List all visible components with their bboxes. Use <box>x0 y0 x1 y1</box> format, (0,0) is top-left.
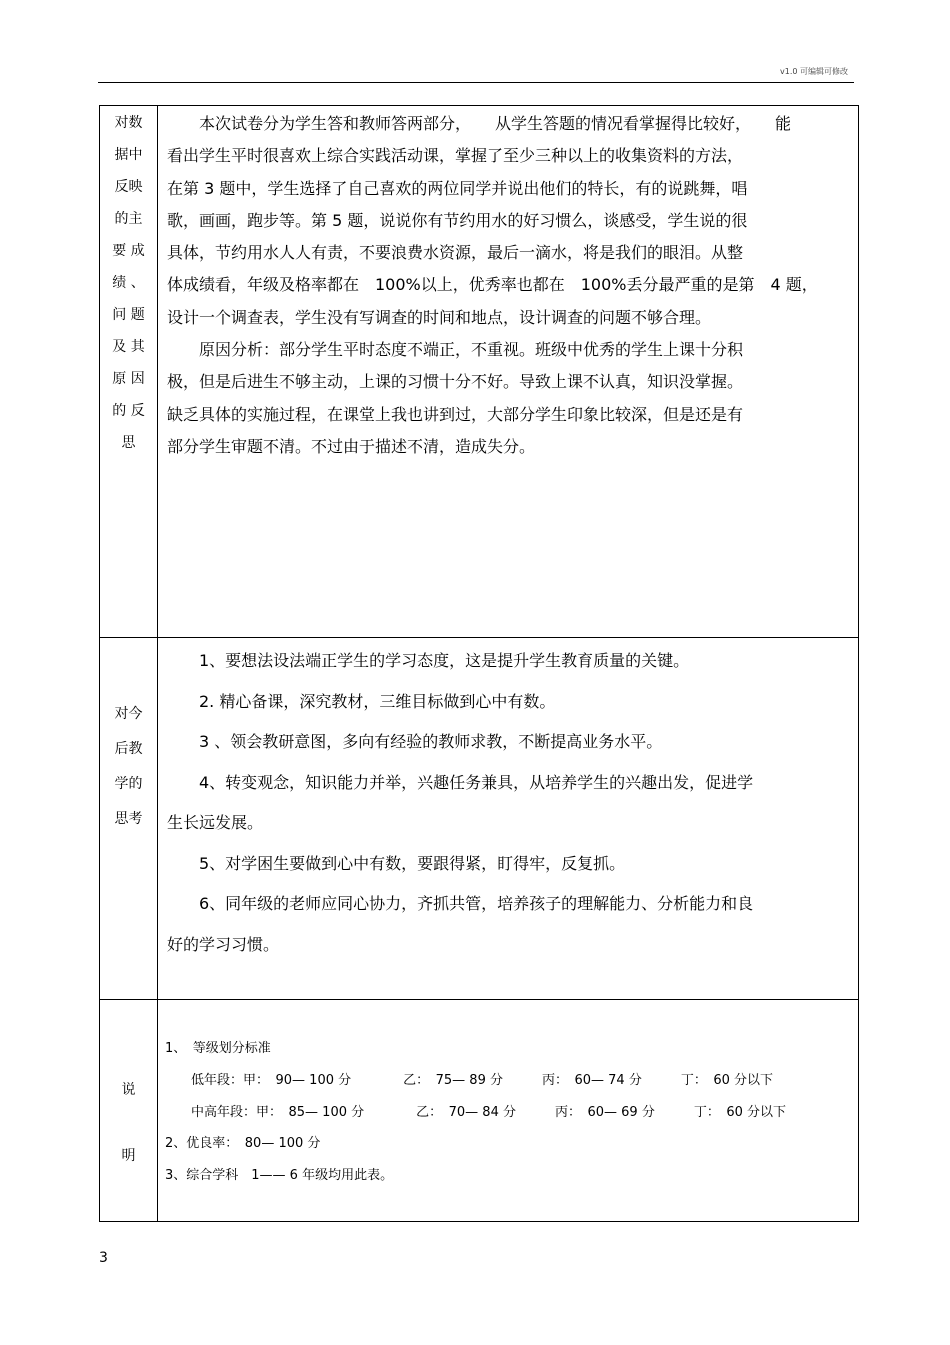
header-rule <box>98 82 854 83</box>
plan-text-line: 5、对学困生要做到心中有数，要跟得紧，盯得牢，反复抓。 <box>167 853 626 873</box>
analysis-content-cell <box>158 106 859 638</box>
reflection-table <box>99 105 859 1222</box>
analysis-label-line: 据中 <box>114 147 143 163</box>
plans-label-line: 对今 <box>114 706 143 722</box>
notes-content-cell <box>158 1000 859 1222</box>
plans-label-line: 学的 <box>114 776 143 792</box>
analysis-label-line: 要 成 <box>112 243 145 259</box>
analysis-text-line: 看出学生平时很喜欢上综合实践活动课，掌握了至少三种以上的收集资料的方法， <box>167 146 744 166</box>
note-text-line: 2、优良率： 80— 100 分 <box>165 1136 321 1152</box>
analysis-label-line: 思 <box>121 435 136 451</box>
analysis-label-line: 原 因 <box>112 371 145 387</box>
note-text-line: 低年段：甲： 90— 100 分 乙： 75— 89 分 丙： 60— 74 分 丁： 60 分以下 <box>165 1072 773 1088</box>
analysis-label-line: 绩 、 <box>112 275 145 291</box>
analysis-label-line: 及 其 <box>112 339 145 355</box>
analysis-label-line: 的主 <box>114 211 143 227</box>
notes-label-line: 明 <box>121 1148 136 1164</box>
plan-text-line: 6、同年级的老师应同心协力，齐抓共管，培养孩子的理解能力、分析能力和良 <box>167 894 754 913</box>
note-text-line: 1、 等级划分标准 <box>165 1041 271 1056</box>
analysis-text-line: 体成绩看，年级及格率都在 100%以上，优秀率也都在 100%丢分最严重的是第 4 题， <box>167 275 818 295</box>
analysis-label-line: 的 反 <box>112 403 145 419</box>
notes-row <box>100 1000 859 1222</box>
plans-row <box>100 638 859 1000</box>
analysis-text-line: 本次试卷分为学生答和教师答两部分， 从学生答题的情况看掌握得比较好， 能 <box>167 114 792 133</box>
notes-label-line: 说 <box>121 1082 136 1098</box>
analysis-label-line: 反映 <box>114 179 143 195</box>
version-note: v1.0 可编辑可修改 <box>780 67 848 76</box>
note-text-line: 3、综合学科 1—— 6 年级均用此表。 <box>165 1168 394 1184</box>
analysis-text-line: 部分学生审题不清。不过由于描述不清，造成失分。 <box>167 436 536 456</box>
plan-text-line: 生长远发展。 <box>167 813 264 832</box>
plan-text-line: 1、要想法设法端正学生的学习态度，这是提升学生教育质量的关键。 <box>167 651 690 670</box>
analysis-text-line: 歌，画画，跑步等。第 5 题，说说你有节约用水的好习惯么，谈感受，学生说的很 <box>167 210 748 230</box>
analysis-text-line: 具体，节约用水人人有责，不要浪费水资源，最后一滴水，将是我们的眼泪。从整 <box>167 243 744 263</box>
analysis-label-cell <box>100 106 158 638</box>
plans-content-cell <box>158 638 859 1000</box>
plan-text-line: 好的学习习惯。 <box>167 934 280 954</box>
analysis-text-line: 原因分析：部分学生平时态度不端正，不重视。班级中优秀的学生上课十分积 <box>167 340 744 360</box>
plans-label-line: 思考 <box>114 811 143 827</box>
analysis-text-line: 在第 3 题中，学生选择了自己喜欢的两位同学并说出他们的特长，有的说跳舞，唱 <box>167 178 748 198</box>
analysis-row <box>100 106 859 638</box>
note-text-line: 中高年段：甲： 85— 100 分 乙： 70— 84 分 丙： 60— 69 分 丁： 60 分以下 <box>165 1104 786 1120</box>
page-number: 3 <box>99 1250 108 1266</box>
analysis-label-line: 对数 <box>114 115 143 131</box>
plan-text-line: 4、转变观念，知识能力并举，兴趣任务兼具，从培养学生的兴趣出发，促进学 <box>167 772 754 792</box>
plans-label-cell <box>100 638 158 1000</box>
plans-label-line: 后教 <box>114 741 143 757</box>
plan-text-line: 2. 精心备课，深究教材，三维目标做到心中有数。 <box>167 691 556 711</box>
plan-text-line: 3 、领会教研意图，多向有经验的教师求教，不断提高业务水平。 <box>167 732 663 751</box>
analysis-label-line: 问 题 <box>112 307 145 323</box>
notes-label-cell <box>100 1000 158 1222</box>
analysis-text-line: 缺乏具体的实施过程，在课堂上我也讲到过，大部分学生印象比较深，但是还是有 <box>167 404 744 424</box>
analysis-text-line: 极，但是后进生不够主动，上课的习惯十分不好。导致上课不认真，知识没掌握。 <box>167 372 744 392</box>
analysis-text-line: 设计一个调查表，学生没有写调查的时间和地点，设计调查的问题不够合理。 <box>167 307 712 327</box>
